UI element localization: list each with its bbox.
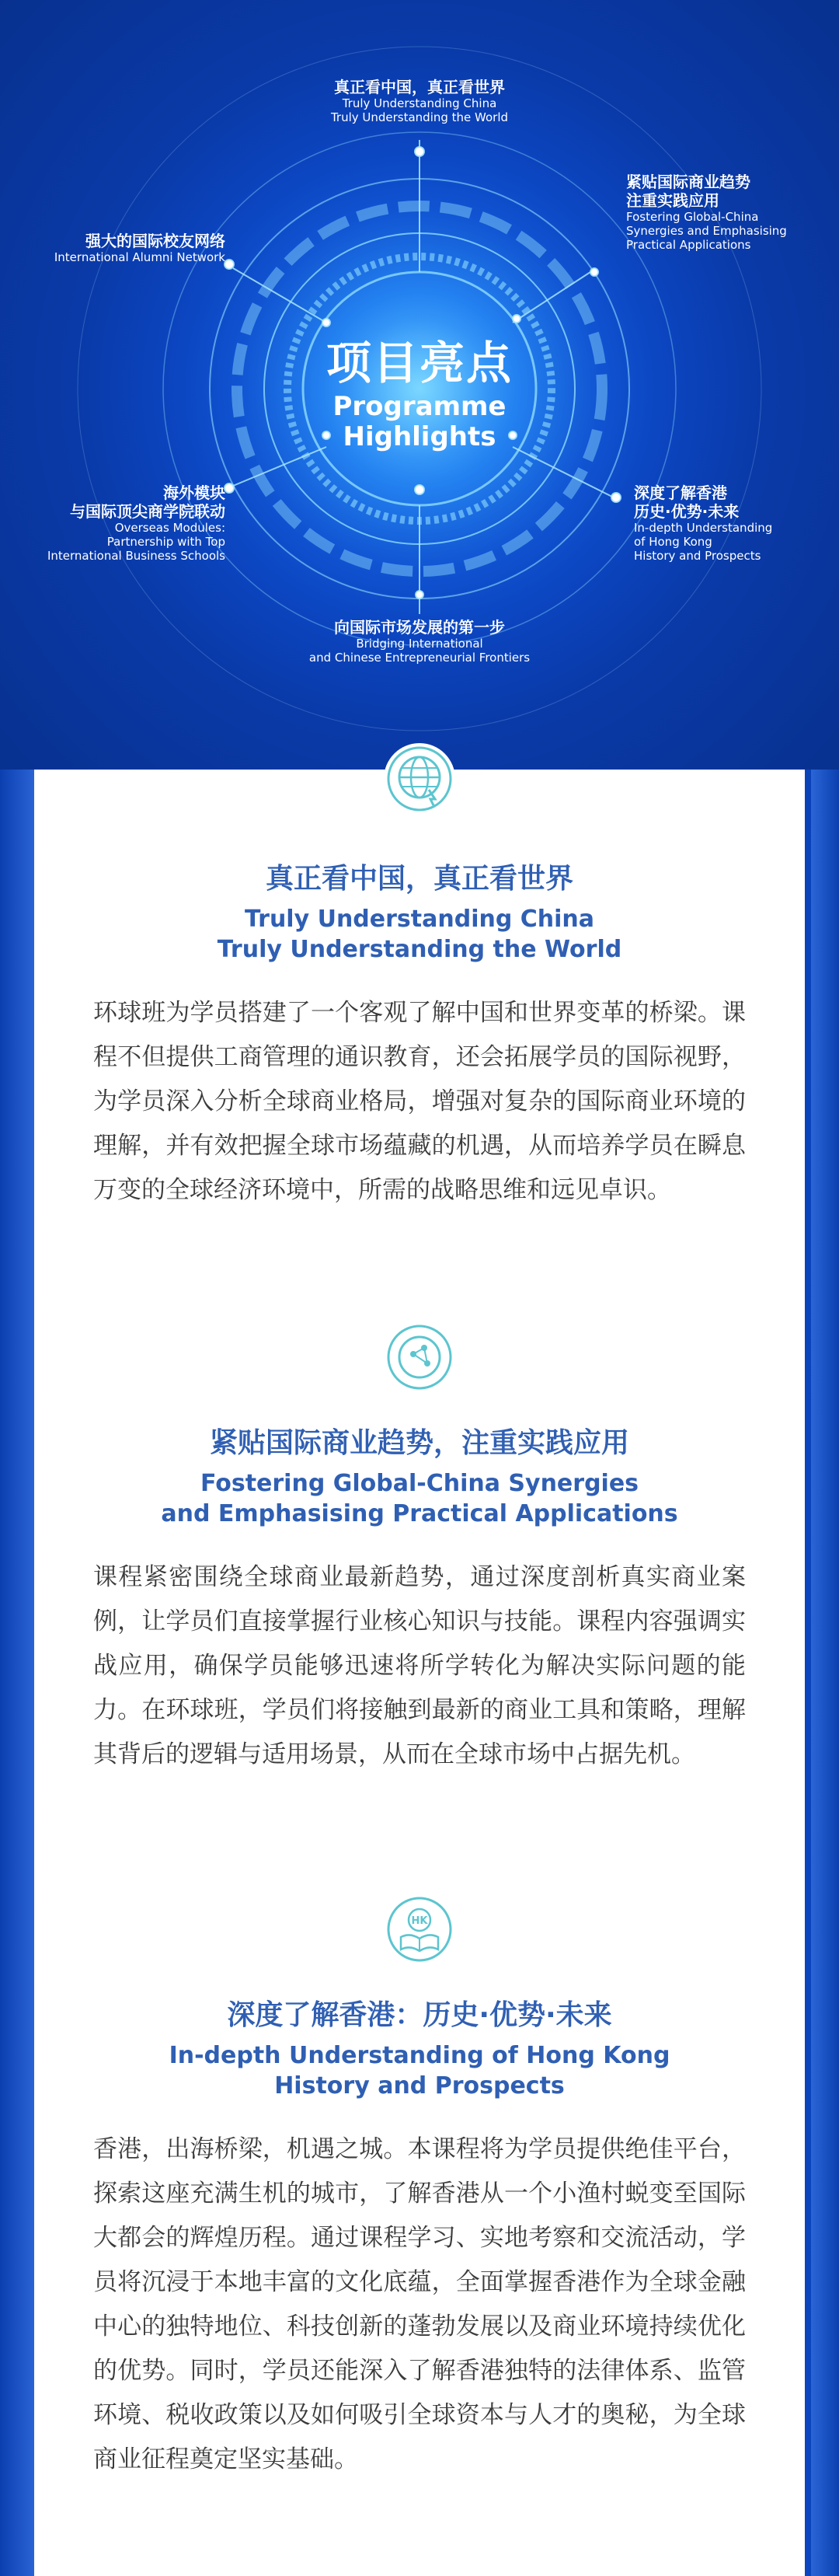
- highlight-bottom-left-en-2: Partnership with Top: [106, 535, 225, 549]
- highlight-left-en: International Alumni Network: [54, 250, 225, 264]
- section-title-en-1: Fostering Global-China Synergies: [200, 1470, 639, 1497]
- highlight-top-right-en-2: Synergies and Emphasising: [626, 224, 787, 238]
- highlight-top-en-2: Truly Understanding the World: [330, 110, 509, 124]
- highlight-top-right-zh-1: 紧贴国际商业趋势: [626, 173, 750, 191]
- section-title-en-2: and Emphasising Practical Applications: [161, 1500, 678, 1527]
- highlight-top-right-en-3: Practical Applications: [626, 238, 751, 252]
- section-global-trends: [34, 1421, 805, 1777]
- highlight-bottom-right-en-2: of Hong Kong: [634, 535, 712, 549]
- highlight-bottom-zh: 向国际市场发展的第一步: [334, 618, 505, 637]
- highlight-top: [280, 78, 559, 124]
- section-title-zh: 深度了解香港：历史·优势·未来: [227, 1999, 612, 2031]
- highlight-bottom-right-en-1: In-depth Understanding: [634, 521, 773, 535]
- highlight-left-zh: 强大的国际校友网络: [85, 232, 225, 250]
- section-title-en-1: Truly Understanding China: [244, 906, 595, 933]
- highlight-bottom-right: [634, 483, 836, 563]
- section-title-en-2: History and Prospects: [274, 2072, 565, 2100]
- section-body: 环球班为学员搭建了一个客观了解中国和世界变革的桥梁。课程不但提供工商管理的通识教育，还会拓展学员的国际视野，为学员深入分析全球商业格局，增强对复杂的国际商业环境的理解，并有效把握全球市场蕴藏的机遇，从而培养学员在瞬息万变的全球经济环境中，所需的战略思维和远见卓识。: [93, 999, 746, 1204]
- hk-icon-text: HK: [411, 1915, 428, 1927]
- network-icon: [384, 1321, 455, 1393]
- section-hong-kong: [34, 1993, 805, 2482]
- highlight-bottom-left: [8, 483, 225, 563]
- section-title-zh: 真正看中国，真正看世界: [265, 863, 573, 895]
- section-title-en-1: In-depth Understanding of Hong Kong: [169, 2042, 670, 2069]
- hero-banner: [0, 0, 839, 770]
- highlight-left: [8, 232, 225, 264]
- section-title-zh: 紧贴国际商业趋势，注重实践应用: [209, 1427, 629, 1459]
- highlight-bottom-left-en-1: Overseas Modules:: [114, 521, 225, 535]
- section-truly-understanding: [34, 857, 805, 1213]
- highlight-top-right-en-1: Fostering Global-China: [626, 210, 759, 224]
- highlights-title: [264, 326, 575, 452]
- highlight-bottom-left-en-3: International Business Schools: [47, 549, 225, 563]
- highlights-title-en-2: Highlights: [343, 421, 496, 453]
- highlight-bottom-left-zh-2: 与国际顶尖商学院联动: [70, 502, 225, 521]
- highlight-bottom-right-zh-2: 历史·优势·未来: [634, 502, 740, 521]
- highlight-bottom-left-zh-1: 海外模块: [163, 483, 225, 502]
- section-body: 香港，出海桥梁，机遇之城。本课程将为学员提供绝佳平台，探索这座充满生机的城市，了解香港从一个小渔村蜕变至国际大都会的辉煌历程。通过课程学习、实地考察和交流活动，学员将沉浸于本地丰富的文化底蕴，全面掌握香港作为全球金融中心的独特地位、科技创新的蓬勃发展以及商业环境持续优化的优势。同时，学员还能深入了解香港独特的法律体系、监管环境、税收政策以及如何吸引全球资本与人才的奥秘，为全球商业征程奠定坚实基础。: [93, 2135, 746, 2473]
- highlight-bottom-right-en-3: History and Prospects: [634, 549, 761, 563]
- right-border-stripe: [811, 770, 839, 2576]
- highlight-bottom-right-zh-1: 深度了解香港: [634, 483, 727, 502]
- content-card: [34, 770, 805, 2576]
- highlight-top-zh: 真正看中国，真正看世界: [334, 78, 505, 96]
- section-body: 课程紧密围绕全球商业最新趋势，通过深度剖析真实商业案例，让学员们直接掌握行业核心知识与技能。课程内容强调实战应用，确保学员能够迅速将所学转化为解决实际问题的能力。在环球班，学员们将接触到最新的商业工具和策略，理解其背后的逻辑与适用场景，从而在全球市场中占据先机。: [93, 1563, 746, 1768]
- highlight-bottom-en-2: and Chinese Entrepreneurial Frontiers: [308, 651, 531, 665]
- hk-book-icon: [384, 1894, 455, 1965]
- highlight-bottom-en-1: Bridging International: [356, 637, 483, 651]
- highlight-top-right-zh-2: 注重实践应用: [626, 191, 719, 210]
- globe-icon: [384, 743, 455, 815]
- section-title-en-2: Truly Understanding the World: [217, 936, 622, 963]
- highlights-title-zh: 项目亮点: [326, 337, 513, 389]
- left-border-stripe: [0, 770, 34, 2576]
- highlight-top-right: [626, 173, 836, 252]
- highlight-top-en-1: Truly Understanding China: [342, 96, 497, 110]
- highlight-bottom: [264, 618, 575, 665]
- highlights-title-en-1: Programme: [332, 391, 507, 422]
